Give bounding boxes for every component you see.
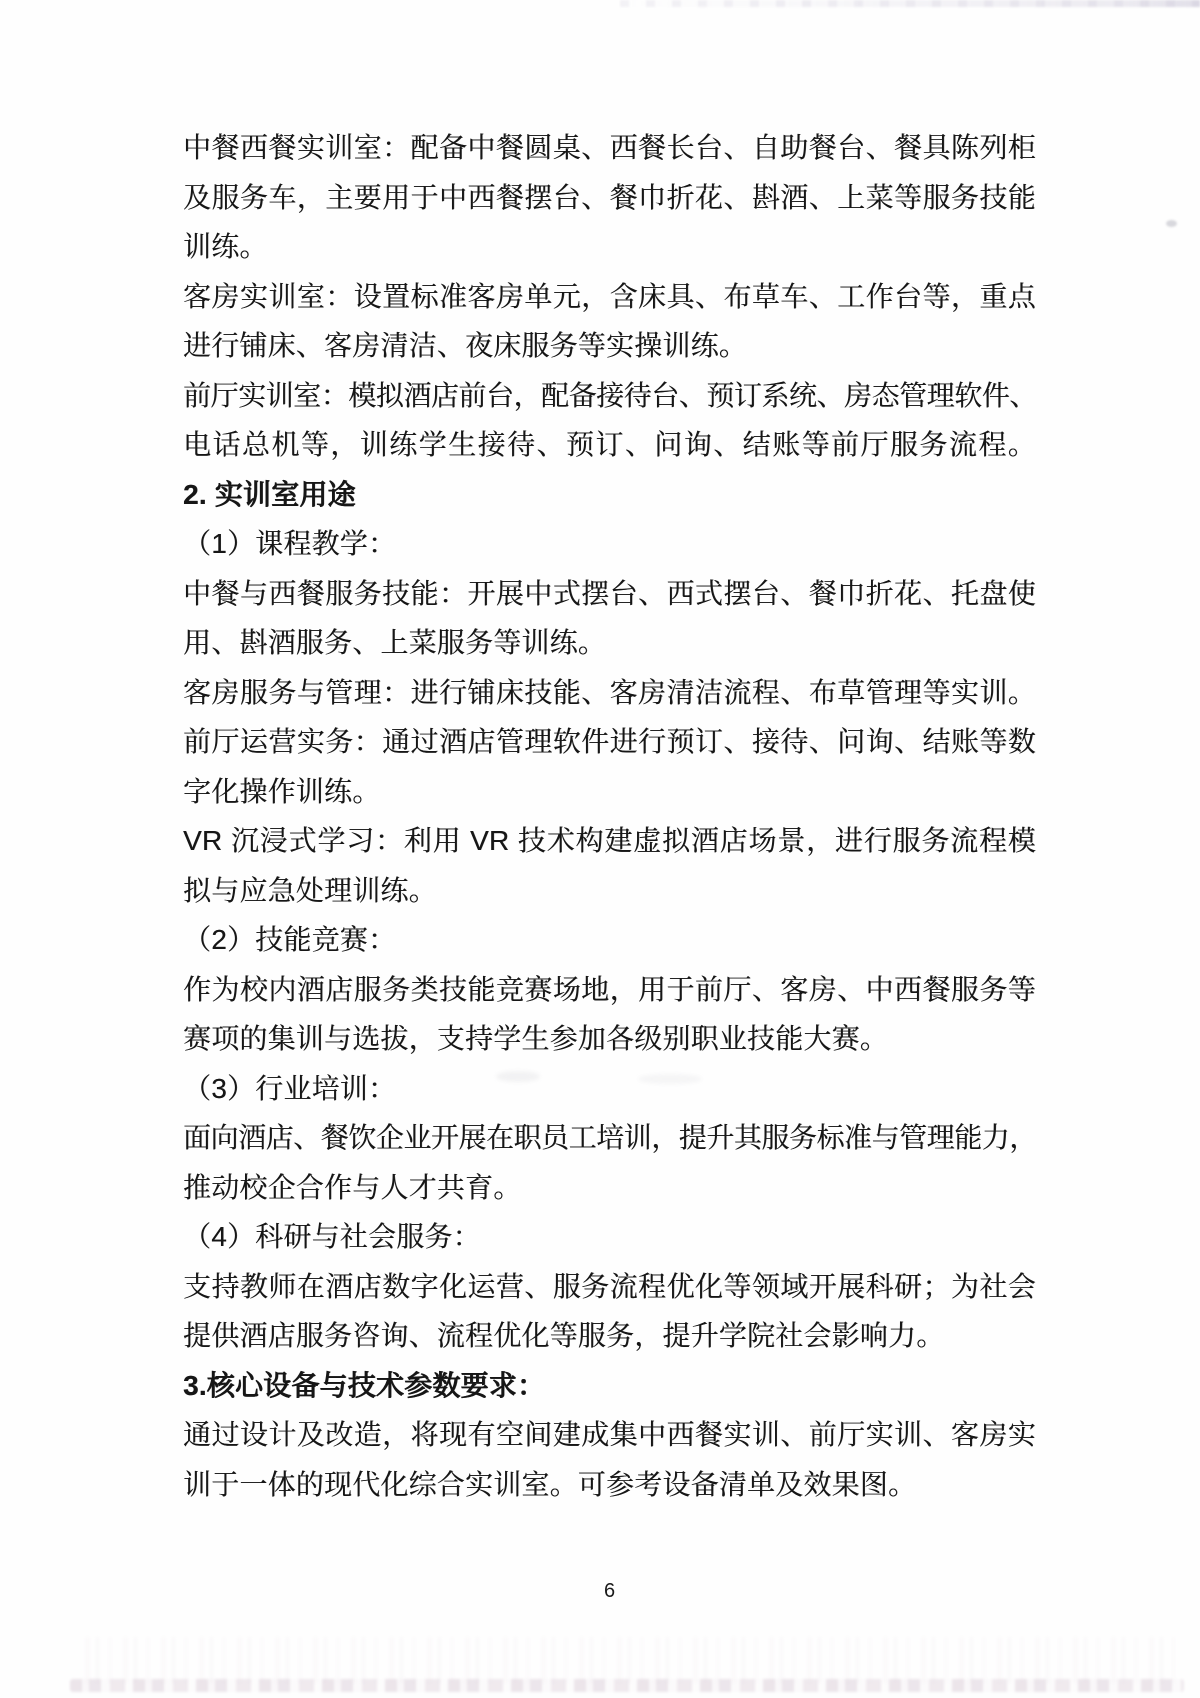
text-line: 通过设计及改造，将现有空间建成集中西餐实训、前厅实训、客房实 — [183, 1419, 1036, 1450]
text-line: 前厅运营实务：通过酒店管理软件进行预订、接待、问询、结账等数 — [183, 726, 1036, 757]
text-line: 作为校内酒店服务类技能竞赛场地，用于前厅、客房、中西餐服务等 — [183, 973, 1036, 1005]
text-line: 及服务车，主要用于中西餐摆台、餐巾折花、斟酒、上菜等服务技能 — [183, 181, 1036, 213]
text-line: （3）行业培训： — [183, 1072, 397, 1104]
text-line: 支持教师在酒店数字化运营、服务流程优化等领域开展科研；为社会 — [183, 1270, 1036, 1302]
text-line: 中餐西餐实训室：配备中餐圆桌、西餐长台、自助餐台、餐具陈列柜 — [183, 132, 1036, 163]
text-line: 推动校企合作与人才共育。 — [183, 1171, 522, 1203]
text-line: 字化操作训练。 — [183, 775, 381, 807]
text-line: 电话总机等，训练学生接待、预订、问询、结账等前厅服务流程。 — [183, 429, 1036, 460]
text-line: （2）技能竞赛： — [183, 924, 397, 955]
text-line: 中餐与西餐服务技能：开展中式摆台、西式摆台、餐巾折花、托盘使 — [183, 577, 1036, 609]
text-line: 进行铺床、客房清洁、夜床服务等实操训练。 — [183, 330, 748, 361]
document-body — [183, 123, 1036, 1509]
text-line: 客房实训室：设置标准客房单元，含床具、布草车、工作台等，重点 — [183, 280, 1036, 312]
text-line: 拟与应急处理训练。 — [183, 874, 437, 906]
text-line: 前厅实训室：模拟酒店前台，配备接待台、预订系统、房态管理软件、 — [183, 379, 1036, 411]
scan-artifact-top-edge — [620, 0, 1200, 7]
section-heading: 2. 实训室用途 — [183, 478, 356, 510]
text-line: 赛项的集训与选拔，支持学生参加各级别职业技能大赛。 — [183, 1023, 889, 1054]
scan-artifact-bottom-strip — [70, 1679, 1184, 1692]
text-line: （4）科研与社会服务： — [183, 1221, 481, 1252]
section-heading: 3.核心设备与技术参数要求： — [183, 1369, 546, 1401]
text-line: 提供酒店服务咨询、流程优化等服务，提升学院社会影响力。 — [183, 1320, 945, 1351]
text-line: 面向酒店、餐饮企业开展在职员工培训，提升其服务标准与管理能力， — [183, 1122, 1036, 1153]
scan-bleedthrough-band — [85, 1637, 1175, 1683]
text-line: （1）课程教学： — [183, 528, 397, 559]
text-line: 训于一体的现代化综合实训室。可参考设备清单及效果图。 — [183, 1468, 917, 1500]
page-number: 6 — [603, 1580, 616, 1602]
text-line: 客房服务与管理：进行铺床技能、客房清洁流程、布草管理等实训。 — [183, 676, 1036, 708]
text-line: 训练。 — [183, 231, 268, 262]
scan-speck — [1166, 220, 1177, 227]
text-line: 用、斟酒服务、上菜服务等训练。 — [183, 627, 607, 658]
text-line: VR 沉浸式学习：利用 VR 技术构建虚拟酒店场景，进行服务流程模 — [183, 825, 1036, 856]
